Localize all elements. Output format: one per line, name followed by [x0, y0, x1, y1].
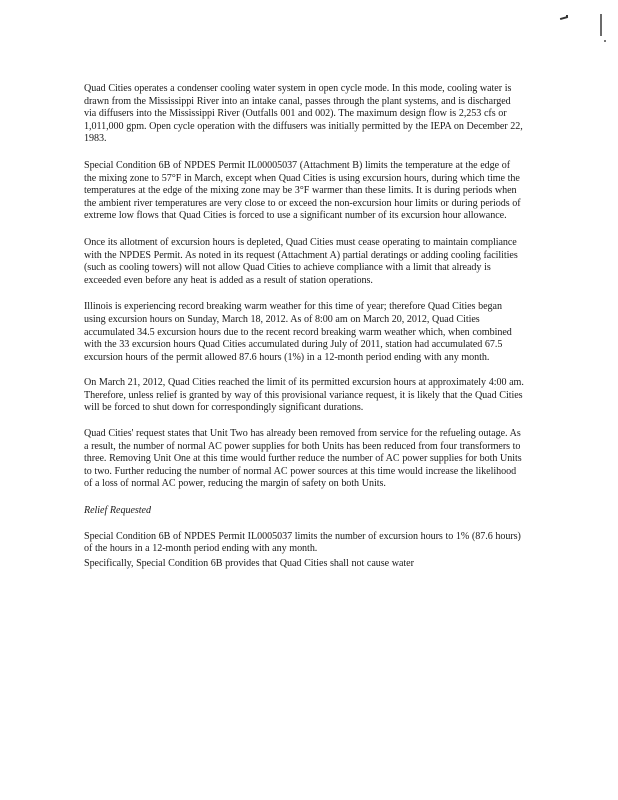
paragraph-ac-power: Quad Cities' request states that Unit Two has already been removed from service for the refueling outage. As a result, the number of normal AC power supplies for both Units has been reduced from four transformers to three. Removing Unit One at this time would further reduce the number of AC power supplies for both Units to two. Further reducing the number of normal AC power sources at this time would increase the likelihood of a loss of normal AC power, reducing the margin of safety on both Units.	[84, 428, 522, 490]
scan-edge-dot	[604, 40, 606, 42]
paragraph-special-condition: Special Condition 6B of NPDES Permit IL00005037 (Attachment B) limits the temperature at the edge of the mixing zone to 57°F in March, except when Quad Cities is using excursion hours, during which time the temperatures at the edge of the mixing zone may be 3°F warmer than these limits. It is during periods when the ambient river temperatures are very close to or exceed the non-excursion hour limits or during periods of extreme low flows that Quad Cities is forced to use a significant number of its excursion hour allowance.	[84, 159, 521, 222]
scan-dot	[566, 15, 568, 17]
scan-edge-line	[600, 14, 602, 36]
document-body	[84, 83, 524, 570]
section-heading-relief-requested: Relief Requested	[84, 505, 151, 517]
paragraph-relief-limit: Special Condition 6B of NPDES Permit IL0005037 limits the number of excursion hours to 1% (87.6 hours) of the hours in a 12-month period ending with any month.	[84, 530, 521, 555]
paragraph-excursion-depleted: Once its allotment of excursion hours is depleted, Quad Cities must cease operating to maintain compliance with the NPDES Permit. As noted in its request (Attachment A) partial deratings or adding cooling facilities (such as cooling towers) will not allow Quad Cities to achieve compliance with a limit that already is exceeded even before any heat is added as a result of station operations.	[84, 236, 518, 286]
paragraph-warm-weather: Illinois is experiencing record breaking warm weather for this time of year; therefore Quad Cities began using excursion hours on Sunday, March 18, 2012. As of 8:00 am on March 20, 2012, Quad Cities accumulated 34.5 excursion hours due to the recent record breaking warm weather which, when combined with the 33 excursion hours Quad Cities accumulated during July of 2011, station had accumulated 67.5 excursion hours of the permit allowed 87.6 hours (1%) in a 12-month period ending with any month.	[84, 301, 512, 363]
paragraph-limit-reached: On March 21, 2012, Quad Cities reached the limit of its permitted excursion hours at approximately 4:00 am. Therefore, unless relief is granted by way of this provisional variance request, it is likely that the Quad Cities will be forced to shut down for correspondingly significant durations.	[84, 377, 524, 414]
paragraph-cooling-system: Quad Cities operates a condenser cooling water system in open cycle mode. In this mode, cooling water is drawn from the Mississippi River into an intake canal, passes through the plant systems, and is discharged via diffusers into the Mississippi River (Outfalls 001 and 002). The maximum design flow is 2,253 cfs or 1,011,000 gpm. Open cycle operation with the diffusers was initially permitted by the IEPA on December 22, 1983.	[84, 83, 523, 145]
paragraph-relief-specific: Specifically, Special Condition 6B provides that Quad Cities shall not cause water	[84, 557, 414, 569]
